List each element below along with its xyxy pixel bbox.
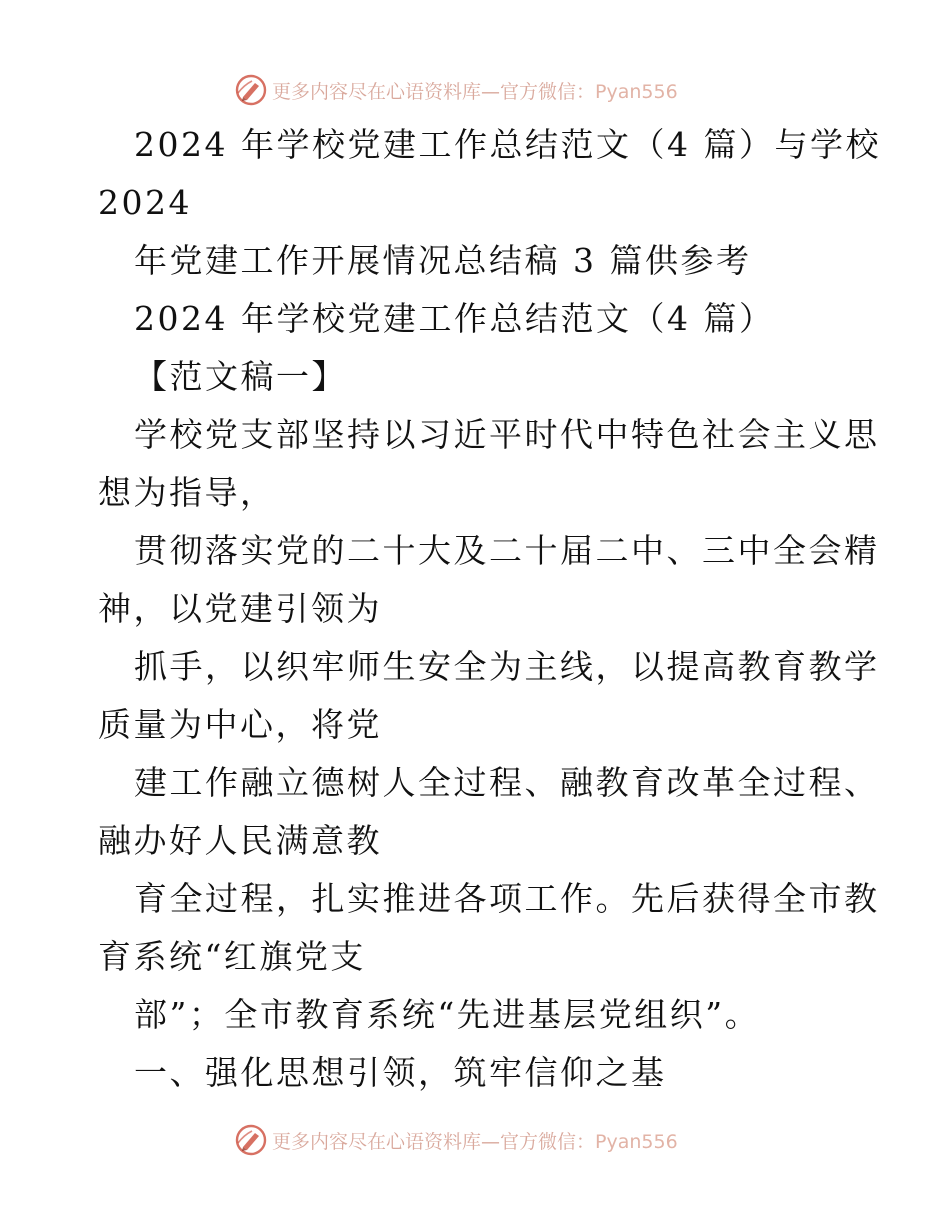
doc-line-3: 年党建工作开展情况总结稿 3 篇供参考 [134, 241, 752, 280]
doc-line-5: 【范文稿一】 [134, 357, 347, 396]
doc-line-1: 2024 年学校党建工作总结范文（4 篇）与学校 [134, 125, 881, 164]
doc-line-10: 抓手，以织牢师生安全为主线，以提高教育教学 [134, 647, 880, 686]
doc-line-9: 神，以党建引领为 [98, 589, 382, 628]
doc-line-11: 质量为中心，将党 [98, 705, 382, 744]
watermark-handle: Pyan556 [595, 1130, 678, 1153]
doc-line-17: 一、强化思想引领，筑牢信仰之基 [134, 1053, 667, 1092]
pen-circle-logo-icon [234, 1123, 268, 1157]
doc-line-8: 贯彻落实党的二十大及二十届二中、三中全会精 [134, 531, 880, 570]
footer-watermark [234, 1123, 678, 1157]
watermark-text: 更多内容尽在心语资料库—官方微信： [272, 80, 596, 103]
watermark-handle: Pyan556 [595, 80, 678, 103]
doc-line-13: 融办好人民满意教 [98, 821, 382, 860]
doc-line-6: 学校党支部坚持以习近平时代中特色社会主义思 [134, 415, 880, 454]
doc-line-12: 建工作融立德树人全过程、融教育改革全过程、 [134, 763, 880, 802]
doc-line-7: 想为指导， [98, 473, 276, 512]
doc-line-4: 2024 年学校党建工作总结范文（4 篇） [134, 299, 775, 338]
doc-line-16: 部”；全市教育系统“先进基层党组织”。 [134, 995, 761, 1034]
doc-line-2: 2024 [98, 183, 192, 222]
watermark-text: 更多内容尽在心语资料库—官方微信： [272, 1130, 596, 1153]
doc-line-15: 育系统“红旗党支 [98, 937, 366, 976]
doc-line-14: 育全过程，扎实推进各项工作。先后获得全市教 [134, 879, 880, 918]
